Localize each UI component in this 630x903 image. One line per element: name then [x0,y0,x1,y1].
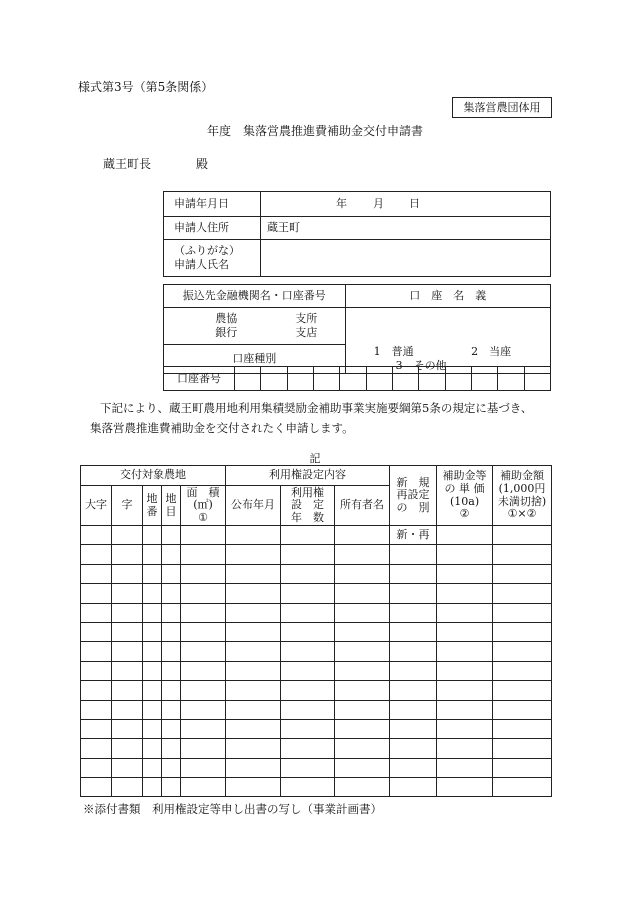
table-cell[interactable] [81,584,112,603]
type-option-2[interactable]: 2 当座 [471,345,512,358]
number-digit[interactable] [287,367,313,391]
table-cell[interactable] [335,778,390,797]
table-cell[interactable] [226,758,281,777]
col-chiban-header [143,486,162,526]
table-cell[interactable] [162,545,181,564]
table-cell[interactable] [226,681,281,700]
table-cell[interactable] [437,622,493,641]
table-cell[interactable] [390,661,437,680]
table-row [81,739,552,758]
table-cell[interactable] [226,739,281,758]
table-cell[interactable] [112,526,143,545]
table-cell[interactable] [226,545,281,564]
table-cell[interactable] [162,739,181,758]
type-label: 口座種別 [164,345,346,374]
table-cell[interactable] [493,661,552,680]
table-cell[interactable] [281,661,335,680]
table-cell[interactable] [437,661,493,680]
table-cell[interactable] [81,681,112,700]
table-cell[interactable] [281,758,335,777]
table-row [81,545,552,564]
number-digit[interactable] [419,367,445,391]
group-farmland-header: 交付対象農地 [81,466,226,486]
table-cell[interactable] [437,778,493,797]
shisho-label: 支所 [295,312,318,326]
table-cell[interactable] [437,758,493,777]
table-cell[interactable] [112,661,143,680]
table-cell[interactable] [226,642,281,661]
col-chimoku-line-1: 地 [165,491,177,505]
table-cell[interactable] [493,545,552,564]
number-digit[interactable] [313,367,339,391]
table-row [81,758,552,777]
col-amount-line-2: (1,000円 [498,481,546,495]
table-cell[interactable] [437,642,493,661]
table-cell[interactable] [81,758,112,777]
table-cell[interactable] [390,622,437,641]
table-cell[interactable] [112,564,143,583]
table-cell[interactable] [281,642,335,661]
table-cell[interactable] [335,681,390,700]
account-number-table [163,366,551,391]
table-cell[interactable] [181,545,226,564]
table-cell[interactable] [143,642,162,661]
col-chimoku-header [162,486,181,526]
col-amount-line-3: 未満切捨) [497,494,547,508]
form-number: 様式第3号（第5条関係） [78,80,214,94]
farmland-table [80,465,552,797]
table-cell[interactable] [226,719,281,738]
col-period-line-1: 利用権 [291,485,325,499]
body-text [78,398,558,438]
table-cell[interactable] [112,778,143,797]
table-cell[interactable] [226,778,281,797]
new-re-cell[interactable]: 新・再 [390,526,437,545]
table-cell[interactable] [181,758,226,777]
col-period-header [281,486,335,526]
table-cell[interactable] [112,545,143,564]
table-row [81,622,552,641]
col-new-line-2: 再設定 [396,488,430,502]
number-digit[interactable] [471,367,497,391]
furigana-label: （ふりがな） [174,244,240,258]
table-cell[interactable] [437,739,493,758]
table-row [81,681,552,700]
table-cell[interactable] [112,584,143,603]
table-cell[interactable] [437,545,493,564]
table-cell[interactable] [226,526,281,545]
table-cell[interactable] [493,778,552,797]
address-field[interactable]: 蔵王町 [261,217,551,240]
col-unit-line-4: ② [459,507,470,521]
addressee: 蔵王町長 [103,157,152,171]
number-digit[interactable] [366,367,392,391]
table-cell[interactable] [390,758,437,777]
table-cell[interactable] [143,700,162,719]
table-cell[interactable] [281,739,335,758]
table-cell[interactable] [181,661,226,680]
table-cell[interactable] [281,622,335,641]
col-owner-header: 所有者名 [335,486,390,526]
table-cell[interactable] [143,564,162,583]
table-cell[interactable] [390,719,437,738]
table-cell[interactable] [281,719,335,738]
table-cell[interactable] [493,603,552,622]
table-cell[interactable] [143,603,162,622]
table-cell[interactable] [493,642,552,661]
table-cell[interactable] [81,526,112,545]
table-row [81,661,552,680]
table-cell[interactable] [143,622,162,641]
col-unit-line-2: の 単 価 [444,481,485,495]
table-cell[interactable] [143,758,162,777]
col-amount-line-4: ①×② [507,507,537,521]
table-cell[interactable] [493,681,552,700]
table-row [81,642,552,661]
table-cell[interactable] [335,545,390,564]
col-new-line-1: 新 規 [396,475,430,489]
table-cell[interactable] [281,778,335,797]
col-koufu-header: 公布年月 [226,486,281,526]
bank-name-field[interactable] [164,308,346,345]
table-cell[interactable] [493,584,552,603]
table-cell[interactable] [226,564,281,583]
table-cell[interactable] [390,545,437,564]
table-cell[interactable] [335,642,390,661]
table-cell[interactable] [112,739,143,758]
table-cell[interactable] [335,622,390,641]
col-new-line-3: の 別 [396,500,430,514]
table-cell[interactable] [81,661,112,680]
table-cell[interactable] [390,584,437,603]
table-cell[interactable] [281,603,335,622]
table-cell[interactable] [335,758,390,777]
honorific: 殿 [196,157,209,171]
table-cell[interactable] [493,739,552,758]
table-cell[interactable] [143,661,162,680]
table-cell[interactable] [81,603,112,622]
number-label: 口座番号 [164,367,235,391]
attachment-note: ※添付書類 利用権設定等申し出書の写し（事業計画書） [83,802,382,816]
col-area-line-1: 面 積 [186,485,220,499]
table-cell[interactable] [143,778,162,797]
table-row [81,526,552,545]
table-row [81,719,552,738]
table-row [81,603,552,622]
table-cell[interactable] [162,584,181,603]
table-cell[interactable] [81,778,112,797]
col-aza-header: 字 [112,486,143,526]
table-cell[interactable] [162,603,181,622]
table-cell[interactable] [335,526,390,545]
table-row [81,700,552,719]
col-unit-line-3: (10a) [449,494,480,508]
table-cell[interactable] [281,681,335,700]
table-cell[interactable] [181,622,226,641]
col-amount-line-1: 補助金額 [500,469,545,483]
table-cell[interactable] [181,681,226,700]
table-cell[interactable] [162,758,181,777]
table-cell[interactable] [162,700,181,719]
col-chiban-line-1: 地 [146,491,158,505]
table-cell[interactable] [226,603,281,622]
table-cell[interactable] [335,564,390,583]
ginko-label: 銀行 [215,326,238,339]
table-cell[interactable] [437,584,493,603]
number-digit[interactable] [340,367,366,391]
table-cell[interactable] [143,584,162,603]
col-amount-header [493,466,552,526]
number-digit[interactable] [234,367,260,391]
table-cell[interactable] [493,622,552,641]
ki-heading: 記 [309,452,321,465]
table-cell[interactable] [226,661,281,680]
table-cell[interactable] [181,700,226,719]
table-cell[interactable] [181,642,226,661]
table-cell[interactable] [143,545,162,564]
table-cell[interactable] [162,661,181,680]
table-cell[interactable] [335,739,390,758]
table-cell[interactable] [281,584,335,603]
table-cell[interactable] [226,700,281,719]
table-cell[interactable] [390,681,437,700]
page-title: 年度 集落営農推進費補助金交付申請書 [206,124,423,138]
body-line-1: 下記により、蔵王町農用地利用集積奨励金補助事業実施要綱第5条の規定に基づき、 [100,401,533,415]
col-new-re-header [390,466,437,526]
table-cell[interactable] [143,739,162,758]
address-label: 申請人住所 [164,217,261,240]
table-cell[interactable] [112,700,143,719]
table-cell[interactable] [81,700,112,719]
table-cell[interactable] [335,719,390,738]
table-cell[interactable] [281,526,335,545]
table-cell[interactable] [162,778,181,797]
table-cell[interactable] [281,564,335,583]
col-chiban-line-2: 番 [146,504,158,518]
table-cell[interactable] [162,681,181,700]
table-cell[interactable] [143,681,162,700]
col-area-header [181,486,226,526]
table-row [81,778,552,797]
table-cell[interactable] [493,700,552,719]
table-row [81,564,552,583]
date-day: 日 [409,197,420,210]
table-cell[interactable] [493,526,552,545]
group-right-header: 利用権設定内容 [226,466,390,486]
table-cell[interactable] [112,681,143,700]
table-cell[interactable] [281,700,335,719]
table-cell[interactable] [143,526,162,545]
table-cell[interactable] [181,778,226,797]
table-cell[interactable] [493,719,552,738]
type-option-1[interactable]: 1 普通 [373,345,414,358]
number-digit[interactable] [392,367,418,391]
table-cell[interactable] [81,564,112,583]
table-cell[interactable] [181,739,226,758]
bank-table [163,284,551,374]
table-cell[interactable] [437,681,493,700]
table-cell[interactable] [112,642,143,661]
table-cell[interactable] [162,719,181,738]
table-cell[interactable] [390,564,437,583]
table-cell[interactable] [162,526,181,545]
table-cell[interactable] [390,778,437,797]
table-cell[interactable] [335,584,390,603]
table-cell[interactable] [335,603,390,622]
date-label: 申請年月日 [164,192,261,217]
applicant-table [163,191,551,277]
date-month: 月 [373,197,384,210]
table-cell[interactable] [493,758,552,777]
col-chimoku-line-2: 目 [165,504,177,518]
table-cell[interactable] [181,719,226,738]
table-cell[interactable] [143,719,162,738]
number-digit[interactable] [498,367,524,391]
number-digit[interactable] [445,367,471,391]
table-cell[interactable] [112,603,143,622]
table-cell[interactable] [181,584,226,603]
col-unit-line-1: 補助金等 [442,469,487,483]
col-period-line-2: 設 定 [291,498,325,512]
table-cell[interactable] [162,622,181,641]
table-cell[interactable] [390,700,437,719]
table-cell[interactable] [437,603,493,622]
col-oaza-header: 大字 [81,486,112,526]
table-cell[interactable] [81,642,112,661]
table-cell[interactable] [112,719,143,738]
col-period-line-3: 年 数 [291,510,325,524]
bank-header: 振込先金融機関名・口座番号 [164,285,346,308]
group-label-box: 集落営農団体用 [452,97,552,118]
table-cell[interactable] [335,661,390,680]
table-row [81,584,552,603]
date-field[interactable] [261,192,551,217]
col-area-line-3: ① [198,510,208,524]
holder-header: 口 座 名 義 [345,285,550,308]
table-cell[interactable] [112,622,143,641]
table-cell[interactable] [181,603,226,622]
date-year: 年 [336,197,347,210]
table-cell[interactable] [437,719,493,738]
name-label: 申請人氏名 [174,258,229,271]
table-cell[interactable] [81,739,112,758]
table-cell[interactable] [181,564,226,583]
table-cell[interactable] [81,719,112,738]
table-cell[interactable] [112,758,143,777]
col-area-line-2: (㎡) [193,498,213,512]
table-cell[interactable] [162,564,181,583]
table-cell[interactable] [81,622,112,641]
type-option-3[interactable]: 3 その他 [395,358,447,372]
nokyo-label: 農協 [215,312,238,326]
table-cell[interactable] [226,584,281,603]
table-cell[interactable] [281,545,335,564]
table-cell[interactable] [493,564,552,583]
table-cell[interactable] [390,642,437,661]
table-cell[interactable] [162,642,181,661]
table-cell[interactable] [181,526,226,545]
table-cell[interactable] [226,622,281,641]
col-unit-price-header [437,466,493,526]
table-cell[interactable] [390,739,437,758]
number-digit[interactable] [524,367,550,391]
body-line-2: 集落営農推進費補助金を交付されたく申請します。 [90,421,354,435]
table-cell[interactable] [437,700,493,719]
table-cell[interactable] [335,700,390,719]
number-digit[interactable] [261,367,287,391]
table-cell[interactable] [437,526,493,545]
shiten-label: 支店 [295,326,318,339]
name-field[interactable] [261,240,551,277]
table-cell[interactable] [81,545,112,564]
table-cell[interactable] [390,603,437,622]
name-label-cell [164,240,261,277]
table-cell[interactable] [437,564,493,583]
